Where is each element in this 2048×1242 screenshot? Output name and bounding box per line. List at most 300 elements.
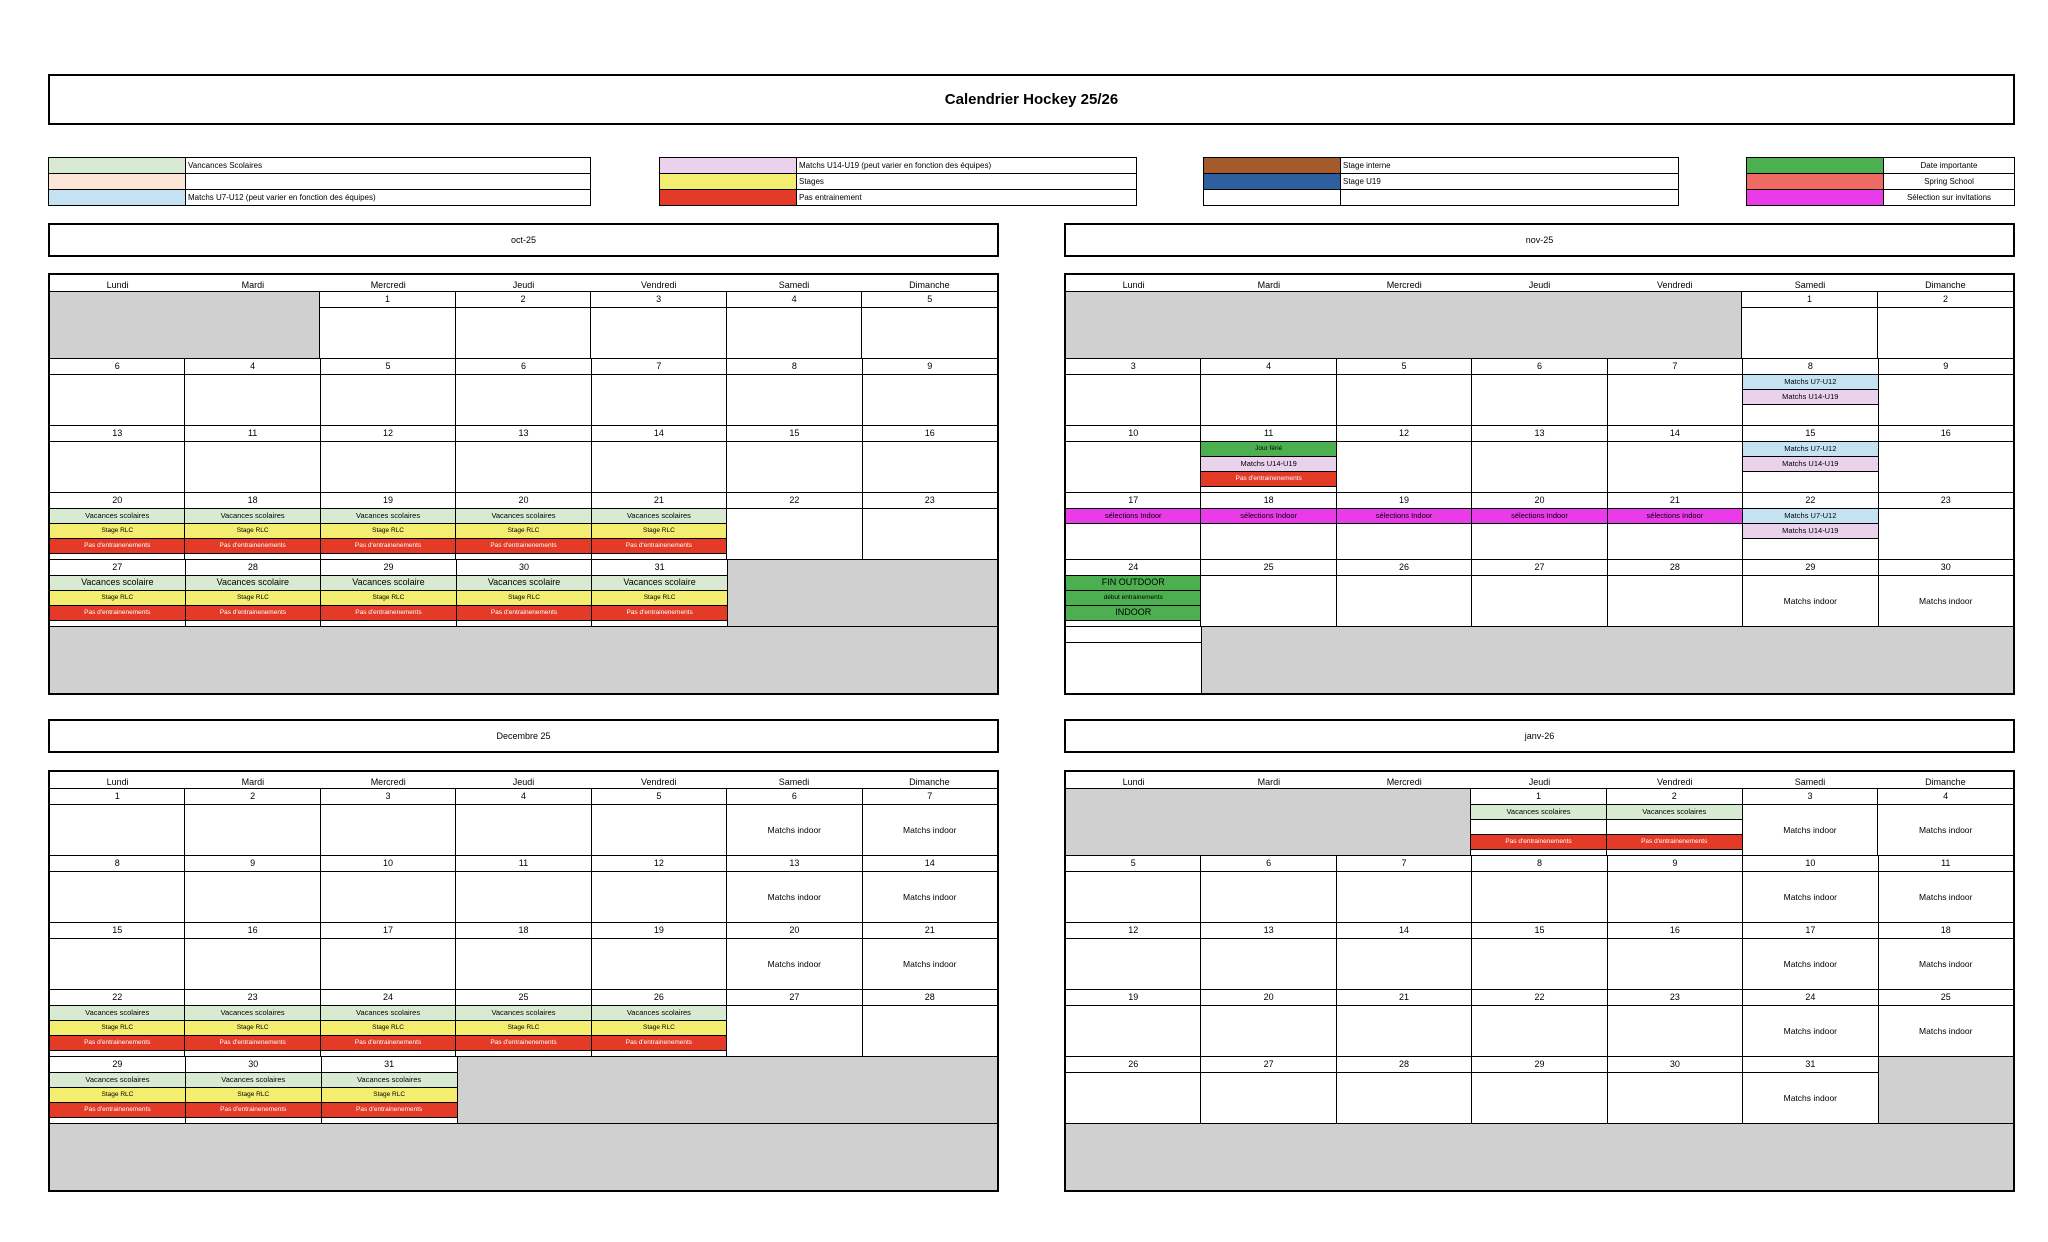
empty-day-cell	[185, 627, 320, 693]
weekday-label: Lundi	[1122, 777, 1145, 787]
empty-day-cell	[862, 1057, 997, 1123]
day-cell	[726, 923, 861, 989]
day-number: 9	[185, 856, 319, 872]
day-cell	[50, 990, 184, 1056]
day-number: 7	[863, 789, 997, 805]
day-number: 1	[1471, 789, 1606, 805]
day-cell	[1066, 856, 1200, 922]
day-number: 30	[1879, 560, 2013, 576]
day-cell	[591, 560, 727, 626]
day-cell	[1066, 493, 1200, 559]
day-number: 26	[592, 990, 726, 1006]
event-label: sélections Indoor	[1337, 509, 1471, 524]
legend-row	[1204, 190, 1679, 206]
weekday-label: Jeudi	[1528, 280, 1551, 290]
day-number: 1	[50, 789, 184, 805]
day-cell	[726, 990, 861, 1056]
event-text: Matchs indoor	[1918, 825, 1973, 835]
event-label: Pas d'entrainenements	[592, 539, 726, 554]
legend-swatch	[49, 190, 186, 206]
day-number: 1	[1742, 292, 1877, 308]
event-label: Stage RLC	[321, 591, 456, 606]
calendar-week	[1066, 855, 2013, 922]
event-label: Stage RLC	[457, 591, 592, 606]
weekday-label: Jeudi	[512, 280, 535, 290]
weekday-label: Vendredi	[641, 280, 677, 290]
day-cell	[1878, 493, 2013, 559]
day-number: 24	[1743, 990, 1877, 1006]
day-cell	[1336, 359, 1471, 425]
day-cell	[726, 493, 861, 559]
day-number: 3	[1743, 789, 1878, 805]
day-number: 23	[185, 990, 319, 1006]
day-number: 30	[1608, 1057, 1742, 1073]
day-number: 25	[1879, 990, 2013, 1006]
weekday-header	[1066, 275, 2013, 292]
day-cell	[1200, 359, 1335, 425]
day-cell	[1878, 359, 2013, 425]
day-number: 11	[1879, 856, 2013, 872]
day-cell	[455, 990, 590, 1056]
event-label: Pas d'entrainenements	[185, 539, 319, 554]
event-label: Matchs U7-U12	[1743, 375, 1877, 390]
empty-day-cell	[1201, 627, 1337, 693]
day-cell	[1878, 856, 2013, 922]
day-cell	[862, 426, 997, 492]
day-number: 1	[320, 292, 455, 308]
day-cell	[185, 560, 321, 626]
event-label: Stage RLC	[185, 524, 319, 539]
event-label: Vacances scolaire	[457, 576, 592, 591]
calendar-week	[50, 1123, 997, 1190]
day-number: 12	[1337, 426, 1471, 442]
day-number: 16	[185, 923, 319, 939]
event-label: Vacances scolaire	[50, 576, 185, 591]
event-label: Pas d'entrainenements	[321, 539, 455, 554]
day-cell	[1336, 990, 1471, 1056]
legend-label: Stage U19	[1341, 174, 1679, 190]
day-number: 15	[1472, 923, 1606, 939]
legend-swatch	[660, 174, 797, 190]
event-label: Vacances scolaires	[592, 1006, 726, 1021]
event-label: Vacances scolaires	[185, 1006, 319, 1021]
day-cell	[1200, 426, 1335, 492]
day-number: 8	[727, 359, 861, 375]
day-cell	[184, 426, 319, 492]
day-cell	[1742, 789, 1878, 855]
day-cell	[321, 1057, 457, 1123]
day-number: 18	[185, 493, 319, 509]
day-cell	[591, 493, 726, 559]
empty-day-cell	[185, 1124, 320, 1190]
day-cell	[1200, 923, 1335, 989]
day-number: 4	[727, 292, 862, 308]
calendar-week	[50, 559, 997, 626]
day-cell	[1607, 359, 1742, 425]
event-text: Matchs indoor	[1919, 892, 1973, 902]
month-title-oct: oct-25	[48, 223, 999, 257]
day-number: 7	[1337, 856, 1471, 872]
legend-swatch	[1747, 158, 1884, 174]
day-cell	[1742, 856, 1877, 922]
calendar-week	[50, 492, 997, 559]
empty-day-cell	[726, 627, 861, 693]
day-number: 21	[592, 493, 726, 509]
day-number: 14	[1337, 923, 1471, 939]
day-cell	[1336, 560, 1471, 626]
weekday-header	[50, 275, 997, 292]
day-cell	[1878, 990, 2013, 1056]
day-cell	[862, 493, 997, 559]
legend-row	[660, 158, 1137, 174]
calendar-week	[1066, 492, 2013, 559]
day-number: 20	[727, 923, 861, 939]
day-cell	[1607, 856, 1742, 922]
day-cell	[1742, 493, 1877, 559]
weekday-label: Mardi	[241, 777, 265, 787]
legend-row	[49, 190, 591, 206]
calendar-week	[1066, 789, 2013, 855]
day-cell	[862, 789, 997, 855]
day-number: 4	[1878, 789, 2013, 805]
empty-day-cell	[1878, 1124, 2013, 1190]
legend-row	[1204, 174, 1679, 190]
day-number: 14	[863, 856, 997, 872]
event-label: INDOOR	[1066, 606, 1200, 621]
event-label: Pas d'entrainenements	[1201, 472, 1335, 487]
empty-day-cell	[1201, 789, 1336, 855]
day-number: 27	[727, 990, 861, 1006]
weekday-header	[50, 772, 997, 789]
day-cell	[1471, 856, 1606, 922]
day-number: 16	[1608, 923, 1742, 939]
day-cell	[1470, 789, 1606, 855]
event-label: Stage RLC	[321, 524, 455, 539]
day-number: 16	[1879, 426, 2013, 442]
empty-day-cell	[591, 627, 726, 693]
day-cell	[1336, 493, 1471, 559]
day-number: 20	[50, 493, 184, 509]
legend-label: Sélection sur invitations	[1884, 190, 2015, 206]
weekday-label: Vendredi	[1657, 777, 1693, 787]
empty-day-cell	[1878, 1057, 2013, 1123]
empty-day-cell	[862, 1124, 997, 1190]
day-number: 8	[1743, 359, 1877, 375]
legend-swatch	[1204, 174, 1341, 190]
day-number: 27	[1472, 560, 1606, 576]
weekday-label: Samedi	[778, 777, 810, 787]
legend-row	[660, 190, 1137, 206]
empty-day-cell	[1472, 1124, 1607, 1190]
event-label: Pas d'entrainenements	[50, 606, 185, 621]
event-label: Matchs U7-U12	[1743, 442, 1877, 457]
weekday-label: Mercredi	[1386, 280, 1422, 290]
day-cell	[1877, 292, 2013, 358]
day-number: 11	[456, 856, 590, 872]
day-cell	[1066, 560, 1200, 626]
day-number: 19	[1337, 493, 1471, 509]
legend-row	[49, 174, 591, 190]
day-cell	[184, 359, 319, 425]
event-label	[1471, 820, 1606, 835]
day-cell	[1877, 789, 2013, 855]
day-cell	[1878, 923, 2013, 989]
event-text: Matchs indoor	[1783, 892, 1838, 902]
weekday-label: Dimanche	[1925, 777, 1966, 787]
event-label: Matchs U14-U19	[1743, 524, 1877, 539]
day-cell	[591, 856, 726, 922]
day-cell	[590, 292, 726, 358]
day-number: 27	[50, 560, 185, 576]
day-cell	[1878, 560, 2013, 626]
empty-day-cell	[592, 1057, 727, 1123]
day-number: 7	[1608, 359, 1742, 375]
day-number: 6	[456, 359, 590, 375]
day-cell	[726, 292, 862, 358]
day-cell	[1336, 426, 1471, 492]
day-number: 3	[321, 789, 455, 805]
empty-day-cell	[1336, 292, 1471, 358]
calendar-nov	[1064, 273, 2015, 695]
day-number: 7	[592, 359, 726, 375]
day-number: 6	[1201, 856, 1335, 872]
calendar-week	[1066, 922, 2013, 989]
weekday-label: Lundi	[1122, 280, 1145, 290]
event-label: Pas d'entrainenements	[50, 1103, 185, 1118]
day-number: 13	[50, 426, 184, 442]
event-label: Pas d'entrainenements	[1607, 835, 1742, 850]
day-number: 23	[863, 493, 997, 509]
weekday-label: Mercredi	[1386, 777, 1422, 787]
day-number: 22	[50, 990, 184, 1006]
legend-swatch	[660, 190, 797, 206]
event-label: Pas d'entrainenements	[321, 606, 456, 621]
event-label: Matchs U14-U19	[1743, 457, 1877, 472]
day-cell	[1471, 426, 1606, 492]
event-text: Matchs indoor	[767, 892, 822, 902]
day-cell	[184, 789, 319, 855]
day-number: 23	[1879, 493, 2013, 509]
day-cell	[1742, 359, 1877, 425]
empty-day-cell	[1201, 1124, 1336, 1190]
day-cell	[1606, 789, 1742, 855]
calendar-week	[50, 1056, 997, 1123]
empty-day-cell	[321, 1124, 456, 1190]
day-cell	[1066, 426, 1200, 492]
calendar-week	[50, 425, 997, 492]
weekday-label: Samedi	[778, 280, 810, 290]
weekday-label: Lundi	[106, 280, 129, 290]
event-label: Pas d'entrainenements	[1471, 835, 1606, 850]
empty-day-cell	[1743, 627, 1878, 693]
day-number: 8	[50, 856, 184, 872]
day-number: 13	[1472, 426, 1606, 442]
day-number: 19	[592, 923, 726, 939]
day-number: 15	[727, 426, 861, 442]
day-cell	[1742, 990, 1877, 1056]
empty-day-cell	[456, 627, 591, 693]
event-label: Pas d'entrainenements	[185, 1036, 319, 1051]
day-cell	[455, 923, 590, 989]
day-cell	[1471, 359, 1606, 425]
legend-row	[660, 174, 1137, 190]
event-text: Matchs indoor	[767, 959, 822, 969]
day-number: 27	[1201, 1057, 1335, 1073]
weekday-label: Mercredi	[370, 777, 406, 787]
event-label: Pas d'entrainenements	[456, 1036, 590, 1051]
day-number: 22	[1743, 493, 1877, 509]
calendar-dec	[48, 770, 999, 1192]
day-cell	[1200, 493, 1335, 559]
day-number: 29	[1472, 1057, 1606, 1073]
day-number: 2	[1878, 292, 2013, 308]
event-label: Stage RLC	[186, 1088, 321, 1103]
day-cell	[1200, 560, 1335, 626]
day-cell	[1607, 560, 1742, 626]
day-number: 25	[1201, 560, 1335, 576]
day-number: 4	[1201, 359, 1335, 375]
day-number: 21	[1608, 493, 1742, 509]
day-number: 23	[1608, 990, 1742, 1006]
event-label	[1607, 820, 1742, 835]
event-label: Vacances scolaires	[322, 1073, 457, 1088]
day-number: 12	[592, 856, 726, 872]
empty-day-cell	[50, 1124, 185, 1190]
day-cell	[591, 990, 726, 1056]
day-number: 4	[456, 789, 590, 805]
day-cell	[1741, 292, 1877, 358]
empty-day-cell	[1066, 627, 1201, 693]
event-text: Matchs indoor	[903, 959, 957, 969]
day-number: 21	[1337, 990, 1471, 1006]
day-number: 21	[863, 923, 997, 939]
weekday-label: Lundi	[106, 777, 129, 787]
day-number: 15	[1743, 426, 1877, 442]
calendar-jan	[1064, 770, 2015, 1192]
day-cell	[50, 923, 184, 989]
weekday-label: Vendredi	[1657, 280, 1693, 290]
day-cell	[1471, 923, 1606, 989]
day-cell	[862, 856, 997, 922]
calendar-title: Calendrier Hockey 25/26	[48, 74, 2015, 125]
empty-day-cell	[1201, 292, 1336, 358]
event-label: Stage RLC	[592, 591, 727, 606]
empty-day-cell	[1066, 292, 1201, 358]
legend-label: Date importante	[1884, 158, 2015, 174]
day-cell	[1336, 1057, 1471, 1123]
day-number: 13	[1201, 923, 1335, 939]
day-number: 25	[456, 990, 590, 1006]
empty-day-cell	[457, 1057, 593, 1123]
day-number: 30	[457, 560, 592, 576]
day-number: 20	[1472, 493, 1606, 509]
event-label: Pas d'entrainenements	[321, 1036, 455, 1051]
day-cell	[319, 292, 455, 358]
event-label: Stage RLC	[592, 1021, 726, 1036]
calendar-week	[50, 626, 997, 693]
day-cell	[726, 426, 861, 492]
day-number: 18	[456, 923, 590, 939]
event-text: Matchs indoor	[767, 825, 822, 835]
day-cell	[1066, 359, 1200, 425]
calendar-week	[1066, 292, 2013, 358]
event-label: sélections Indoor	[1472, 509, 1606, 524]
day-cell	[1878, 426, 2013, 492]
event-text: Matchs indoor	[1783, 1026, 1838, 1036]
legend-swatch	[1747, 174, 1884, 190]
event-label: Stage RLC	[50, 1088, 185, 1103]
day-cell	[1607, 426, 1742, 492]
day-cell	[185, 1057, 321, 1123]
event-label: Stage RLC	[322, 1088, 457, 1103]
day-number: 16	[863, 426, 997, 442]
empty-day-cell	[1066, 789, 1201, 855]
day-cell	[320, 560, 456, 626]
day-cell	[455, 493, 590, 559]
event-label: Pas d'entrainenements	[186, 606, 321, 621]
empty-day-cell	[50, 292, 185, 358]
calendar-week	[1066, 425, 2013, 492]
event-label: début entrainements	[1066, 591, 1200, 606]
day-cell	[1471, 560, 1606, 626]
cell-line	[1066, 627, 1201, 643]
day-cell	[1336, 923, 1471, 989]
legend-row	[1747, 174, 2015, 190]
day-number: 31	[592, 560, 727, 576]
day-number: 4	[185, 359, 319, 375]
legend-swatch	[660, 158, 797, 174]
event-label: sélections Indoor	[1608, 509, 1742, 524]
event-label: Stage RLC	[50, 524, 184, 539]
day-number: 24	[1066, 560, 1200, 576]
weekday-label: Samedi	[1794, 777, 1826, 787]
event-label: Stage RLC	[592, 524, 726, 539]
day-cell	[861, 292, 997, 358]
day-number: 29	[1743, 560, 1877, 576]
day-number: 14	[592, 426, 726, 442]
empty-day-cell	[862, 560, 997, 626]
day-number: 22	[727, 493, 861, 509]
day-number: 26	[1066, 1057, 1200, 1073]
event-text: Matchs indoor	[1783, 596, 1838, 606]
day-cell	[862, 359, 997, 425]
day-cell	[320, 990, 455, 1056]
day-number: 17	[321, 923, 455, 939]
day-number: 5	[1066, 856, 1200, 872]
weekday-label: Dimanche	[1925, 280, 1966, 290]
calendar-week	[50, 292, 997, 358]
day-number: 28	[1608, 560, 1742, 576]
calendar-week	[1066, 989, 2013, 1056]
day-cell	[1200, 990, 1335, 1056]
calendar-week	[50, 358, 997, 425]
empty-day-cell	[1742, 1124, 1877, 1190]
day-cell	[1066, 990, 1200, 1056]
event-label: Vacances scolaires	[50, 509, 184, 524]
event-text: Matchs indoor	[903, 825, 957, 835]
event-label: FIN OUTDOOR	[1066, 576, 1200, 591]
empty-day-cell	[727, 560, 863, 626]
event-label: Vacances scolaires	[50, 1073, 185, 1088]
day-cell	[456, 560, 592, 626]
weekday-header	[1066, 772, 2013, 789]
legend-row	[1747, 190, 2015, 206]
day-cell	[591, 789, 726, 855]
calendar-week	[1066, 1123, 2013, 1190]
day-number: 15	[50, 923, 184, 939]
month-title-jan: janv-26	[1064, 719, 2015, 753]
empty-day-cell	[1607, 1124, 1742, 1190]
